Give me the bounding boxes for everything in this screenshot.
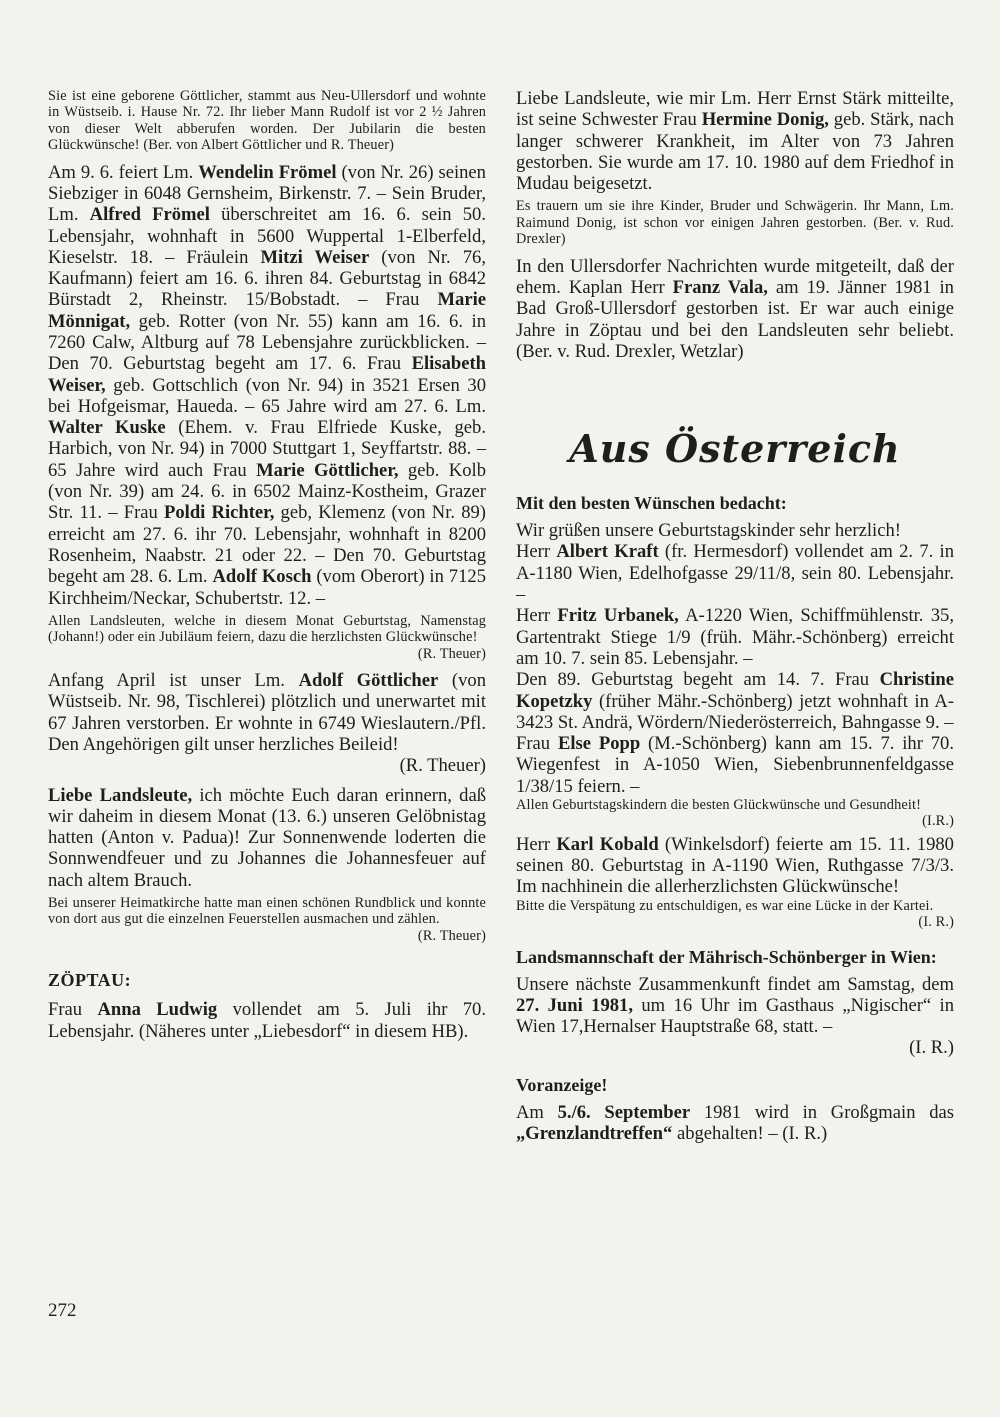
birthdays-paragraph: Am 9. 6. feiert Lm. Wendelin Frömel (von Nr. 26) seinen Siebziger in 6048 Gernsheim, Birkenstr. 7. – Sein Bruder, Lm. Alfred Frömel überschreitet am 16. 6. sein 50. Lebensjahr, wohnhaft in 5600 Wuppertal 1-Elberfeld, Kieselstr. 18. – Fräulein Mitzi Weiser (von Nr. 76, Kaufmann) feiert am 16. 6. ihren 84. Geburtstag in 6842 Bürstadt 2, Rheinstr. 15/Bobstadt. – Frau Marie Mönnigat, geb. Rotter (von Nr. 55) kann am 16. 6. in 7260 Calw, Altburg auf 78 Lebensjahre zurückblicken. – Den 70. Geburtstag begeht am 17. 6. Frau Elisabeth Weiser, geb. Gottschlich (von Nr. 94) in 3521 Ersen 30 bei Hofgeismar, Haueda. – 65 Jahre wird am 27. 6. Lm. Walter Kuske (Ehem. v. Frau Elfriede Kuske, geb. Harbich, von Nr. 94) in 7000 Stuttgart 1, Seyffartstr. 88. – 65 Jahre wird auch Frau Marie Göttlicher, geb. Kolb (von Nr. 39) am 24. 6. in 6502 Mainz-Kostheim, Grazer Str. 11. – Frau Poldi Richter, geb, Klemenz (von Nr. 89) erreicht am 27. 6. ihr 70. Lebensjahr, wohnhaft in 8200 Rosenheim, Naabstr. 21 oder 22. – Den 70. Geburtstag begeht am 28. 6. Lm. Adolf Kosch (vom Oberort) in 7125 Kirchheim/Neckar, Schubertstr. 12. – bbox=[48, 161, 486, 609]
vala-paragraph: In den Ullersdorfer Nachrichten wurde mitgeteilt, daß der ehem. Kaplan Herr Franz Vala, am 19. Jänner 1981 in Bad Groß-Ullersdorf gestorben ist. Er war auch einige Jahre in Zöptau und bei den Landsleuten sehr beliebt. (Ber. v. Rud. Drexler, Wetzlar) bbox=[516, 255, 954, 362]
kraft-paragraph: Herr Albert Kraft (fr. Hermesdorf) vollendet am 2. 7. in A-1180 Wien, Edelhofgasse 29/11/8, sein 80. Lebensjahr. – bbox=[516, 541, 954, 606]
allen-paragraph: Allen Geburtstagskindern die besten Glückwünsche und Gesundheit! bbox=[516, 797, 922, 814]
donig-paragraph: Liebe Landsleute, wie mir Lm. Herr Ernst Stärk mitteilte, ist seine Schwester Frau Hermine Donig, geb. Stärk, nach langer schwerer Krankheit, im Alter von 73 Jahren gestorben. Sie wurde am 17. 10. 1980 auf dem Friedhof in Mudau beigesetzt. bbox=[516, 88, 954, 195]
page-number: 272 bbox=[48, 1300, 77, 1321]
zoptau-paragraph: Frau Anna Ludwig vollendet am 5. Juli ihr 70. Lebensjahr. (Näheres unter „Liebesdorf“ in diesem HB). bbox=[48, 999, 486, 1042]
greet-paragraph: Wir grüßen unsere Geburtstagskinder sehr herzlich! bbox=[516, 520, 901, 542]
meeting-signature: (I. R.) bbox=[909, 1037, 954, 1059]
subheading-voranzeige: Voranzeige! bbox=[516, 1074, 608, 1095]
church-signature: (R. Theuer) bbox=[417, 927, 486, 944]
meeting-paragraph: Unsere nächste Zusammenkunft findet am Samstag, dem 27. Juni 1981, um 16 Uhr im Gasthaus „Nigischer“ in Wien 17,Hernalser Hauptstraße 68, statt. – bbox=[516, 973, 954, 1038]
left-column bbox=[48, 88, 486, 1042]
subheading-wishes: Mit den besten Wünschen bedacht: bbox=[516, 493, 787, 514]
subheading-landsmannschaft: Landsmannschaft der Mährisch-Schönberger in Wien: bbox=[516, 946, 937, 967]
wishes-paragraph: Allen Landsleuten, welche in diesem Monat Geburtstag, Namenstag (Johann!) oder ein Jubiläum feiern, dazu die herzlichsten Glückwünsche! bbox=[48, 612, 486, 646]
death-notice-paragraph: Anfang April ist unser Lm. Adolf Göttlicher (von Wüstseib. Nr. 98, Tischlerei) plötzlich und unerwartet mit 67 Jahren verstorben. Er wohnte in 6749 Wieslautern./Pfl. Den Angehörigen gilt unser herzliches Beileid! bbox=[48, 670, 486, 755]
intro-paragraph: Sie ist eine geborene Göttlicher, stammt aus Neu-Ullersdorf und wohnte in Wüstseib. i. Hause Nr. 72. Ihr lieber Mann Rudolf ist vor 2 ½ Jahren von dieser Welt abberufen worden. Der Jubilarin die besten Glückwünsche! (Ber. von Albert Göttlicher und R. Theuer) bbox=[48, 88, 486, 154]
kobald-paragraph: Herr Karl Kobald (Winkelsdorf) feierte am 15. 11. 1980 seinen 80. Geburtstag in A-1190 Wien, Ruthgasse 7/3/3. Im nachhinein die allerherzlichsten Glückwünsche! bbox=[516, 833, 954, 898]
urbanek-paragraph: Herr Fritz Urbanek, A-1220 Wien, Schiffmühlenstr. 35, Gartentrakt Stiege 1/9 (früh. Mähr.-Schönberg) erreicht am 10. 7. sein 85. Lebensjahr. – bbox=[516, 605, 954, 669]
zoptau-heading: ZÖPTAU: bbox=[48, 970, 132, 991]
popp-paragraph: Frau Else Popp (M.-Schönberg) kann am 15. 7. ihr 70. Wiegenfest in A-1050 Wien, Siebenbrunnenfeldgasse 1/38/15 feiern. – bbox=[516, 733, 954, 797]
death-notice-signature: (R. Theuer) bbox=[399, 755, 486, 777]
section-title: Aus Österreich bbox=[569, 426, 901, 472]
church-paragraph: Bei unserer Heimatkirche hatte man einen schönen Rundblick und konnte von dort aus gut die einzelnen Feuerstellen ausmachen und zählen. bbox=[48, 895, 486, 928]
mourn-paragraph: Es trauern um sie ihre Kinder, Bruder und Schwägerin. Ihr Mann, Lm. Raimund Donig, ist schon vor einigen Jahren gestorben. (Ber. v. Rud. Drexler) bbox=[516, 198, 954, 248]
landsleute-paragraph: Liebe Landsleute, ich möchte Euch daran erinnern, daß wir daheim in diesem Monat (13. 6.) unseren Gelöbnistag hatten (Anton v. Padua)! Zur Sonnenwende loderten die Sonnwendfeuer und zu Johannes die Johannesfeuer auf nach altem Brauch. bbox=[48, 784, 486, 891]
wishes-signature: (R. Theuer) bbox=[417, 645, 486, 662]
apology-paragraph: Bitte die Verspätung zu entschuldigen, es war eine Lücke in der Kartei. bbox=[516, 897, 934, 914]
kopetzky-paragraph: Den 89. Geburtstag begeht am 14. 7. Frau Christine Kopetzky (früher Mähr.-Schönberg) jetzt wohnhaft in A-3423 St. Andrä, Wördern/Niederösterreich, Bahngasse 9. – bbox=[516, 669, 954, 733]
right-column bbox=[516, 88, 954, 1144]
preview-paragraph: Am 5./6. September 1981 wird in Großgmain das „Grenzlandtreffen“ abgehalten! – (I. R.) bbox=[516, 1101, 955, 1145]
allen-signature: (I.R.) bbox=[922, 813, 954, 830]
apology-signature: (I. R.) bbox=[918, 914, 954, 931]
